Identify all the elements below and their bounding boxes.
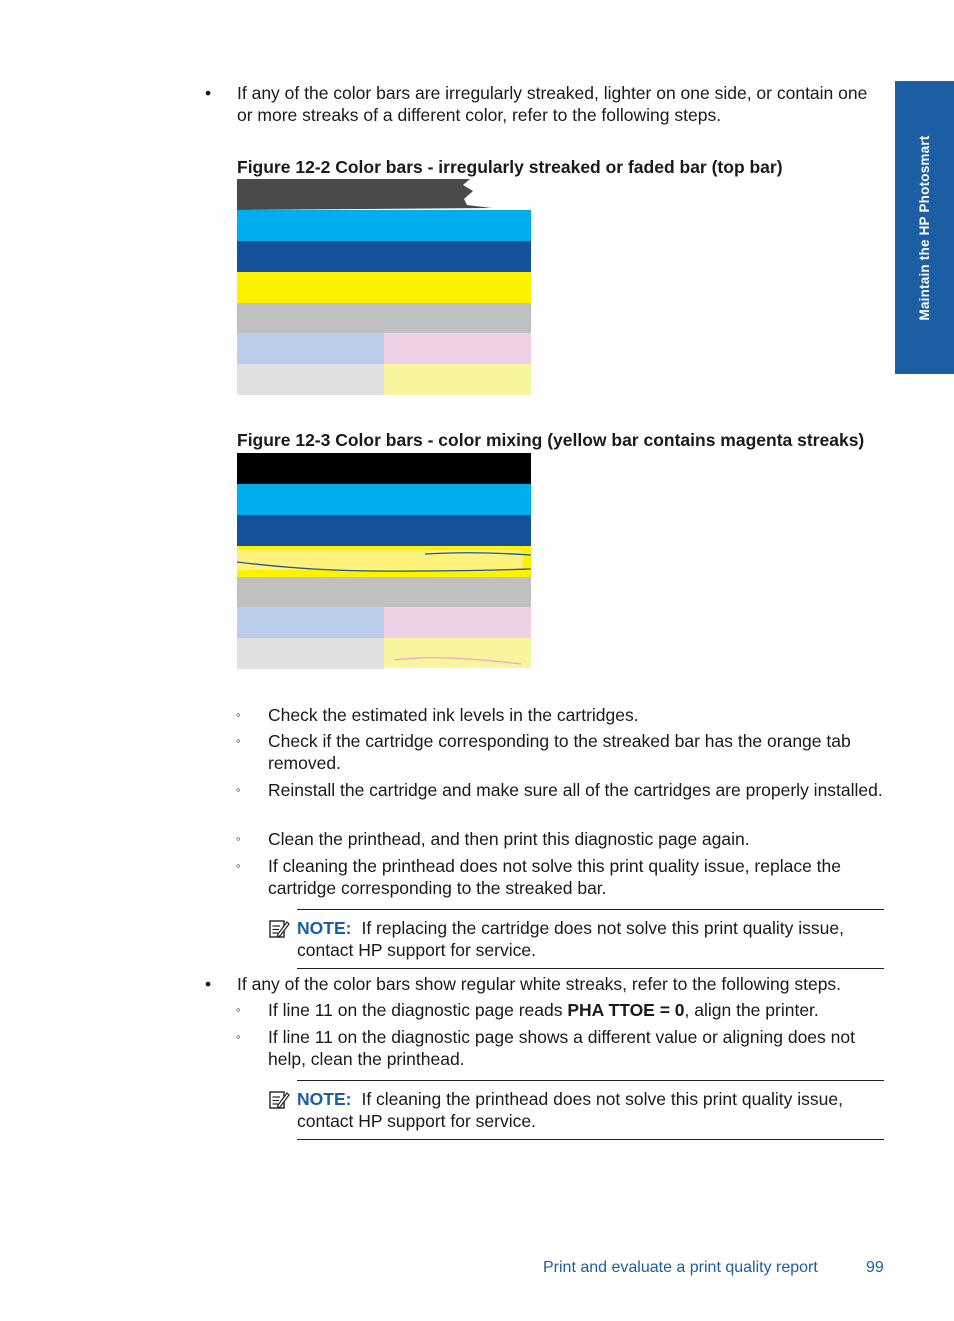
step-replace-cartridge: If cleaning the printhead does not solve this print quality issue, replace the cartridge corresponding to the streaked bar.	[268, 856, 841, 898]
sub-bullet-marker: ◦	[236, 831, 241, 846]
bullet-text-white-streaks: If any of the color bars show regular white streaks, refer to the following steps.	[237, 974, 842, 994]
step-check-ink-levels: Check the estimated ink levels in the cartridges.	[268, 705, 639, 725]
note-box	[297, 1080, 884, 1140]
step-align-text-pre: If line 11 on the diagnostic page reads	[268, 1000, 568, 1020]
bullet-marker: •	[205, 974, 212, 994]
light-blue-block	[237, 333, 384, 364]
chapter-side-tab-label: Maintain the HP Photosmart	[916, 135, 932, 320]
sub-bullet-marker: ◦	[236, 1002, 241, 1017]
gray-bar	[237, 577, 531, 608]
light-gray-block	[237, 364, 384, 395]
light-gray-block	[237, 638, 384, 669]
note-icon	[268, 1089, 290, 1111]
sub-bullet-marker: ◦	[236, 707, 241, 722]
faded-black-bar	[237, 179, 531, 210]
step-clean-printhead-alt: If line 11 on the diagnostic page shows a different value or aligning does not help, clean the printhead.	[268, 1027, 855, 1069]
cyan-bar	[237, 484, 531, 515]
step-check-orange-tab: Check if the cartridge corresponding to the streaked bar has the orange tab removed.	[268, 731, 851, 773]
gray-bar	[237, 303, 531, 334]
chapter-side-tab	[895, 81, 954, 374]
note-box	[297, 909, 884, 969]
blue-bar	[237, 515, 531, 546]
cyan-bar	[237, 210, 531, 241]
light-blue-block	[237, 607, 384, 638]
note-text: If cleaning the printhead does not solve this print quality issue, contact HP support for service.	[297, 1089, 843, 1131]
step-align-text-post: , align the printer.	[684, 1000, 819, 1020]
sub-bullet-marker: ◦	[236, 1029, 241, 1044]
footer-page-number: 99	[866, 1259, 884, 1276]
sub-bullet-marker: ◦	[236, 733, 241, 748]
light-pink-block	[384, 607, 531, 638]
black-bar	[237, 453, 531, 484]
step-align-code: PHA TTOE = 0	[567, 1000, 685, 1020]
light-pink-block	[384, 333, 531, 364]
figure-12-2-color-bars	[237, 179, 531, 395]
footer-section-title: Print and evaluate a print quality report	[543, 1259, 818, 1276]
step-reinstall-cartridge: Reinstall the cartridge and make sure all of the cartridges are properly installed.	[268, 780, 883, 800]
note-label: NOTE:	[297, 918, 352, 938]
step-clean-printhead: Clean the printhead, and then print this diagnostic page again.	[268, 829, 750, 849]
yellow-bar	[237, 272, 531, 303]
figure-12-3-color-bars	[237, 453, 531, 668]
bullet-marker: •	[205, 83, 212, 103]
note-label: NOTE:	[297, 1089, 352, 1109]
bullet-text-color-bars-streaked: If any of the color bars are irregularly streaked, lighter on one side, or contain one or more streaks of a different color, refer to the following steps.	[237, 83, 868, 125]
note-text: If replacing the cartridge does not solve this print quality issue, contact HP support for service.	[297, 918, 844, 960]
light-yellow-block-streaked	[384, 638, 531, 668]
streaked-yellow-bar	[237, 546, 531, 577]
sub-bullet-marker: ◦	[236, 858, 241, 873]
sub-bullet-marker: ◦	[236, 782, 241, 797]
figure-12-2-caption: Figure 12-2 Color bars - irregularly streaked or faded bar (top bar)	[237, 157, 783, 177]
figure-12-3-caption: Figure 12-3 Color bars - color mixing (yellow bar contains magenta streaks)	[237, 430, 865, 450]
light-yellow-block	[384, 364, 531, 395]
note-icon	[268, 918, 290, 940]
step-align-printer	[268, 999, 888, 1021]
blue-bar	[237, 241, 531, 272]
